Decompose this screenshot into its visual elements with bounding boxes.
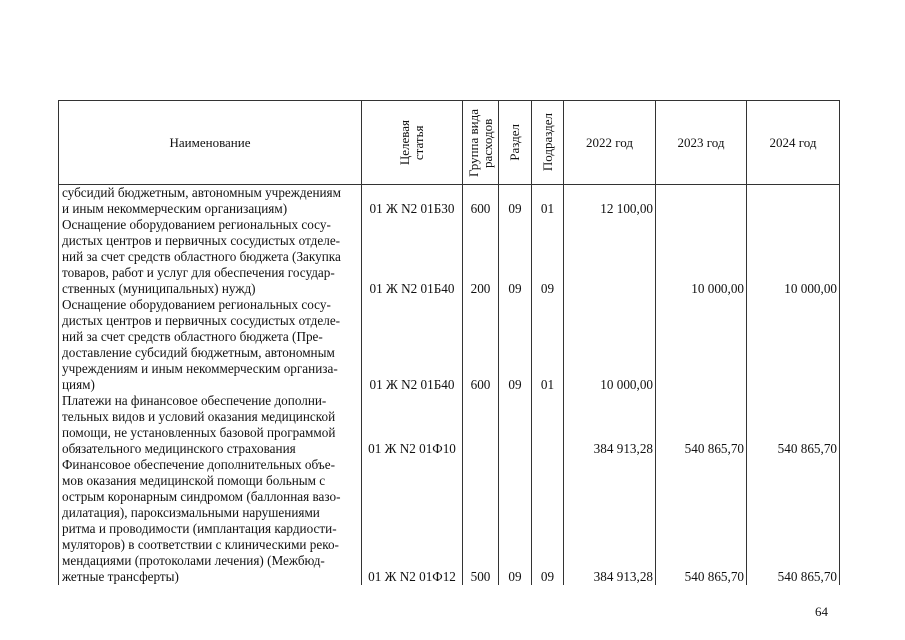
header-section-text: Раздел <box>507 124 522 161</box>
table-row <box>59 217 839 297</box>
row-subsection: 09 <box>540 569 555 584</box>
row-name: субсидий бюджетным, автономным учреждениям и иным некоммерческим организациям) <box>62 185 341 216</box>
header-subsection-text: Подраздел <box>539 113 555 172</box>
row-name: Оснащение оборудованием региональных сосу- дистых центров и первичных сосудистых отделе- ний за счет средств областного бюджета (Закупка товаров, работ и услуг для обеспечения государ- ственных (муниципальных) нужд) <box>62 217 341 296</box>
row-2024: 540 865,70 <box>777 569 837 584</box>
header-section <box>499 101 532 184</box>
header-2023: 2023 год <box>656 101 747 184</box>
header-subsection <box>532 101 564 184</box>
table-row <box>59 297 839 393</box>
row-section: 09 <box>508 569 522 584</box>
row-2024: 540 865,70 <box>777 441 837 456</box>
row-2023: 540 865,70 <box>684 441 744 456</box>
row-article: 01 Ж N2 01Б40 <box>369 281 455 296</box>
row-article: 01 Ж N2 01Ф12 <box>368 569 456 584</box>
row-subsection: 09 <box>540 281 555 296</box>
row-2023: 10 000,00 <box>691 281 744 296</box>
header-name: Наименование <box>59 101 362 184</box>
budget-table <box>58 100 840 585</box>
row-section: 09 <box>508 201 522 216</box>
table-row <box>59 393 839 457</box>
table-row <box>59 457 839 585</box>
header-article <box>362 101 463 184</box>
row-article: 01 Ж N2 01Б30 <box>369 201 455 216</box>
row-article: 01 Ж N2 01Б40 <box>369 377 455 392</box>
row-2024: 10 000,00 <box>784 281 837 296</box>
row-name: Оснащение оборудованием региональных сосу- дистых центров и первичных сосудистых отделе- ний за счет средств областного бюджета (Пре- доставление субсидий бюджетным, автономным учреждениям и иным некоммерческим организа- циям) <box>62 297 341 392</box>
row-2023: 540 865,70 <box>684 569 744 584</box>
row-subsection: 01 <box>540 201 555 216</box>
row-section: 09 <box>508 377 522 392</box>
header-group-text: Группа вида расходов <box>465 108 495 177</box>
row-section: 09 <box>508 281 522 296</box>
row-2022: 12 100,00 <box>600 201 653 216</box>
row-group: 600 <box>470 201 491 216</box>
row-2022: 384 913,28 <box>593 569 653 584</box>
row-name: Финансовое обеспечение дополнительных объе- мов оказания медицинской помощи больным с острым коронарным синдромом (баллонная вазо- дилатация), пароксизмальными нарушениями ритма и проводимости (имплантация кардиости- муляторов) в соответствии с клиническими реко- мендациями (протоколами лечения) (Межбюд- жетные трансферты) <box>62 457 341 584</box>
table-row <box>59 185 839 217</box>
row-group: 200 <box>470 281 491 296</box>
row-2022: 10 000,00 <box>600 377 653 392</box>
row-group: 500 <box>470 569 491 584</box>
table-header <box>59 101 839 185</box>
header-2022: 2022 год <box>564 101 656 184</box>
row-article: 01 Ж N2 01Ф10 <box>368 441 456 456</box>
header-2024: 2024 год <box>769 134 817 150</box>
page-number: 64 <box>815 604 828 619</box>
row-subsection: 01 <box>540 377 555 392</box>
header-group <box>463 101 499 184</box>
row-2022: 384 913,28 <box>593 441 653 456</box>
row-name: Платежи на финансовое обеспечение дополни- тельных видов и условий оказания медицинской помощи, не установленных базовой программой обязательного медицинского страхования <box>62 393 336 456</box>
row-group: 600 <box>470 377 491 392</box>
header-article-text: Целевая статья <box>397 119 426 166</box>
